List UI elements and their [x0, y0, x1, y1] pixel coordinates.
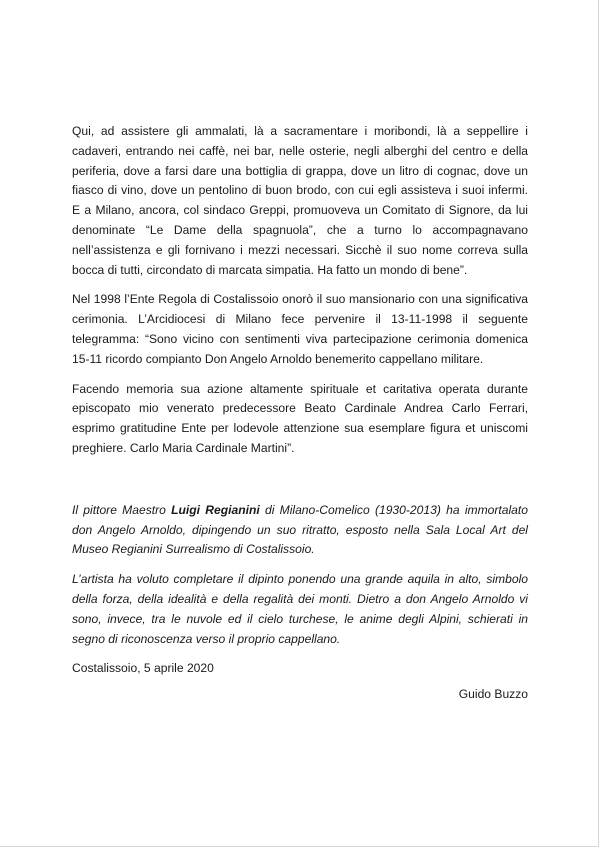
paragraph-ceremony-1998: Nel 1998 l’Ente Regola di Costalissoio onorò il suo mansionario con una significativa cerimonia. L’Arcidiocesi di Milano fece pervenire il 13-11-1998 il seguente telegramma: “Sono vicino con sentimenti viva partecipazione cerimonia domenica 15-11 ricordo compianto Don Angelo Arnoldo benemerito cappellano militare. [72, 292, 528, 366]
signature: Guido Buzzo [458, 687, 528, 702]
painter-text-after: di Milano-Comelico (1930-2013) ha immortalato don Angelo Arnoldo, dipingendo un suo ritratto, esposto nella Sala Local Art del Museo Regianini Surrealismo di Costalissoio. [72, 502, 528, 557]
place-date: Costalissoio, 5 aprile 2020 [72, 661, 214, 676]
paragraph-hospital-assistance: Qui, ad assistere gli ammalati, là a sacramentare i moribondi, là a seppellire i cadaveri, entrando nei caffè, nei bar, nelle osterie, negli alberghi del centro e della periferia, dove a farsi dare una bottiglia di grappa, dove un litro di cognac, dove un fiasco di vino, dove un pentolino di buon brodo, con cui egli assisteva i suoi infermi. E a Milano, ancora, col sindaco Greppi, promuoveva un Comitato di Signore, da lui denominate “Le Dame della spagnuola”, che a turno lo accompagnavano nell’assistenza e gli fornivano i mezzi necessari. Sicchè il suo nome correva sulla bocca di tutti, circondato di marcata simpatia. Ha fatto un mondo di bene”. [72, 124, 528, 277]
paragraph-telegram: Facendo memoria sua azione altamente spirituale et caritativa operata durante episcopato mio venerato predecessore Beato Cardinale Andrea Carlo Ferrari, esprimo gratitudine Ente per lodevole attenzione sua esemplare figura et uniscomi preghiere. Carlo Maria Cardinale Martini”. [72, 381, 528, 455]
painter-name: Luigi Regianini [171, 502, 260, 517]
paragraph-painter [72, 501, 528, 560]
document-body [72, 122, 528, 705]
painter-text-before: Il pittore Maestro [72, 502, 172, 517]
paragraph-painting-description: L’artista ha voluto completare il dipinto ponendo una grande aquila in alto, simbolo della forza, della idealità e della regalità dei monti. Dietro a don Angelo Arnoldo vi sono, invece, tra le nuvole ed il cielo turchese, le anime degli Alpini, schierati in segno di riconoscenza verso il proprio cappellano. [72, 572, 528, 646]
